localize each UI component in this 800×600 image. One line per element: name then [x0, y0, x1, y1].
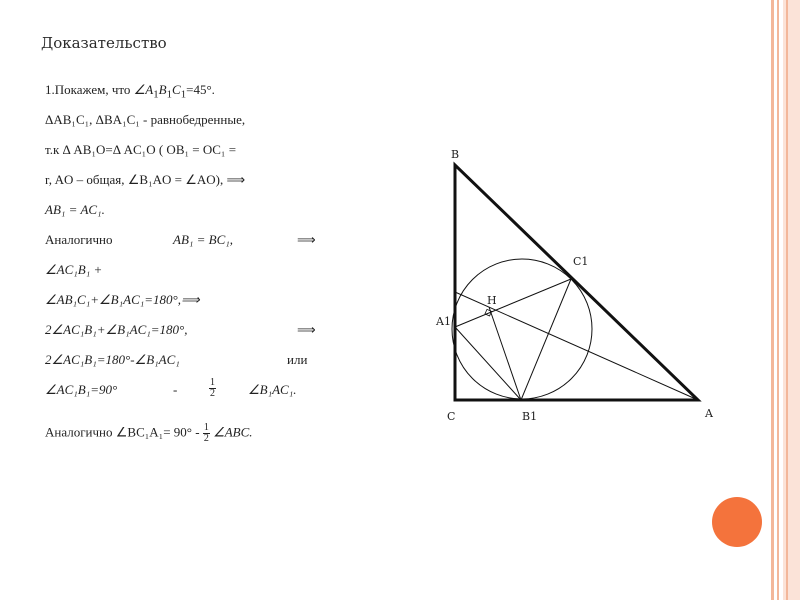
- label-a: A: [705, 407, 713, 420]
- fraction-numerator: 1: [203, 422, 209, 433]
- label-b: B: [451, 148, 460, 161]
- proof-text-segment: или: [287, 352, 308, 367]
- label-b1: B1: [522, 410, 538, 423]
- math-segment: AB₁ = BC₁,: [173, 232, 234, 247]
- slide-title: Доказательство: [41, 34, 167, 52]
- math-segment: 2∠AC₁B₁+∠B₁AC₁=180°,: [45, 322, 188, 337]
- proof-text-segment: Аналогично: [45, 232, 113, 247]
- segment-h-b1: [489, 307, 521, 400]
- segment-a1-b1: [455, 327, 521, 400]
- label-c1: C1: [573, 255, 589, 268]
- implies-symbol: ⟹: [297, 232, 316, 247]
- proof-line-2: ΔAB₁C₁, ΔBA₁C₁ - равнобедренные,: [45, 112, 246, 127]
- math-segment: 2∠AC₁B₁=180°-∠B₁AC₁: [45, 352, 180, 367]
- subscript: 1: [166, 88, 173, 101]
- label-a1: A1: [436, 315, 451, 328]
- proof-line-8: ∠AB₁C₁+∠B₁AC₁=180°,⟹: [45, 292, 200, 307]
- subscript: 1: [153, 88, 159, 101]
- proof-text-segment: Аналогично ∠BC₁A₁= 90° -: [45, 424, 200, 440]
- fraction-denominator: 2: [210, 388, 215, 399]
- proof-line-5: AB₁ = AC₁.: [45, 202, 105, 217]
- label-c: C: [447, 410, 456, 423]
- segment-a-bisector: [455, 292, 698, 400]
- proof-line-7: ∠AC₁B₁ +: [45, 262, 103, 277]
- fraction-numerator: 1: [210, 377, 215, 388]
- segment-b1-c1: [521, 279, 571, 400]
- triangle-abc: [455, 165, 698, 400]
- fraction-denominator: 2: [203, 433, 209, 444]
- math-segment: ∠A: [133, 82, 154, 97]
- math-segment: ∠AC₁B₁=90°: [45, 382, 118, 397]
- proof-line-3: т.к Δ AB₁O=Δ AC₁O ( OB₁ = OC₁ =: [45, 142, 237, 157]
- implies-symbol: ⟹: [297, 322, 316, 337]
- math-segment: ∠ABC.: [213, 424, 253, 440]
- label-h: H: [487, 294, 497, 307]
- math-segment: C: [172, 82, 181, 97]
- math-segment: ∠B₁AC₁.: [248, 382, 297, 397]
- proof-text-segment: =45°.: [186, 82, 215, 97]
- proof-line-4: r, AO – общая, ∠B₁AO = ∠AO), ⟹: [45, 172, 246, 187]
- subscript: 1: [180, 88, 187, 101]
- proof-text-segment: 1.Покажем, что: [45, 82, 134, 97]
- orange-circle-decoration: [712, 497, 762, 547]
- minus-symbol: -: [173, 382, 178, 397]
- math-segment: B: [158, 82, 167, 97]
